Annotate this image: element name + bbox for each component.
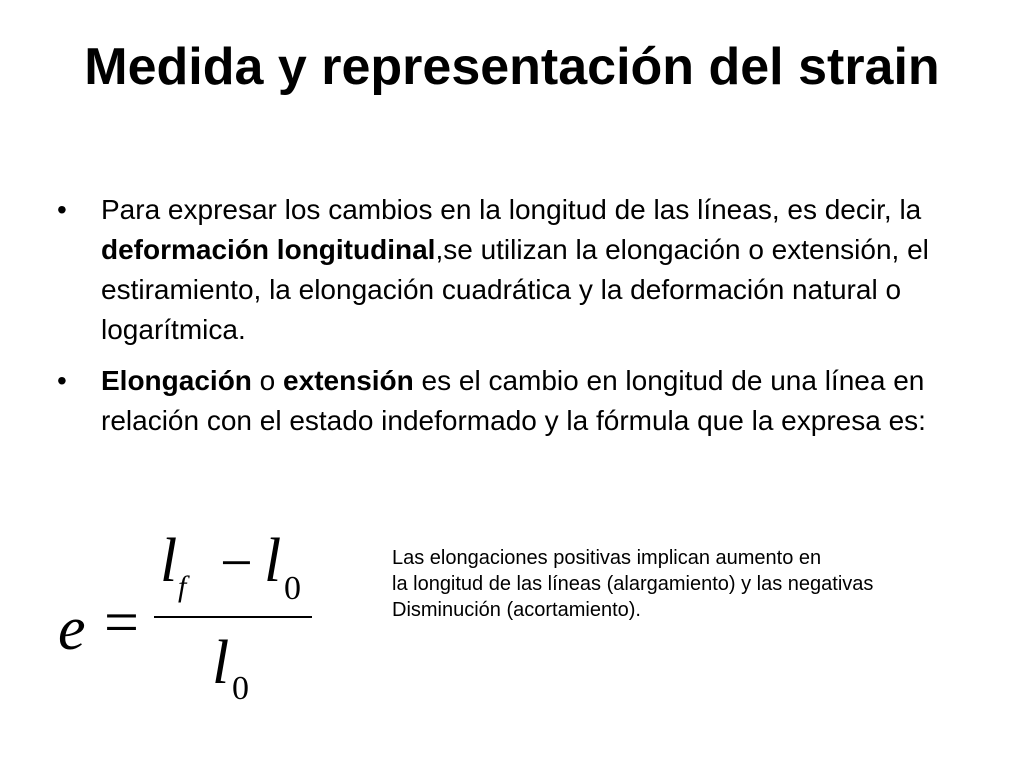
elongation-note [392, 545, 1012, 623]
note-line: la longitud de las líneas (alargamiento) y las negativas [392, 573, 874, 595]
formula-numerator-var: l [160, 527, 178, 595]
bullet-text: Para expresar los cambios en la longitud de las líneas, es decir, la [101, 194, 922, 225]
elongation-formula [52, 520, 342, 720]
bullet-item-elongation [54, 361, 954, 441]
formula-numerator-var2: l [264, 527, 282, 595]
formula-denominator-subscript-0: 0 [232, 670, 249, 707]
bullet-marker: • [57, 365, 67, 396]
formula-minus: − [220, 530, 253, 595]
bullet-bold-term: extensión [283, 365, 414, 396]
bullet-bold-term: Elongación [101, 365, 252, 396]
slide-title: Medida y representación del strain [84, 38, 940, 96]
bullet-list [54, 190, 954, 452]
formula-equals: = [104, 589, 139, 657]
note-line: Las elongaciones positivas implican aumento en [392, 547, 822, 569]
bullet-text: es el cambio en longitud de una línea en relación con el estado indeformado y la fórmula que la expresa es: [101, 365, 926, 436]
bullet-item-definition [54, 190, 954, 350]
formula-denominator-var: l [212, 629, 230, 697]
bullet-bold-term: deformación longitudinal [101, 234, 436, 265]
formula-numerator-subscript-0: 0 [284, 570, 301, 607]
fraction-bar [154, 616, 312, 618]
bullet-text: o [251, 365, 284, 396]
formula-lhs: e [58, 595, 86, 663]
bullet-text: ,se utilizan la elongación o extensión, el estiramiento, la elongación cuadrática y la deformación natural o logarítmica. [101, 234, 929, 345]
note-line: Disminución (acortamiento). [392, 599, 641, 621]
formula-numerator-subscript-f: f [178, 570, 187, 603]
bullet-marker: • [57, 194, 67, 225]
